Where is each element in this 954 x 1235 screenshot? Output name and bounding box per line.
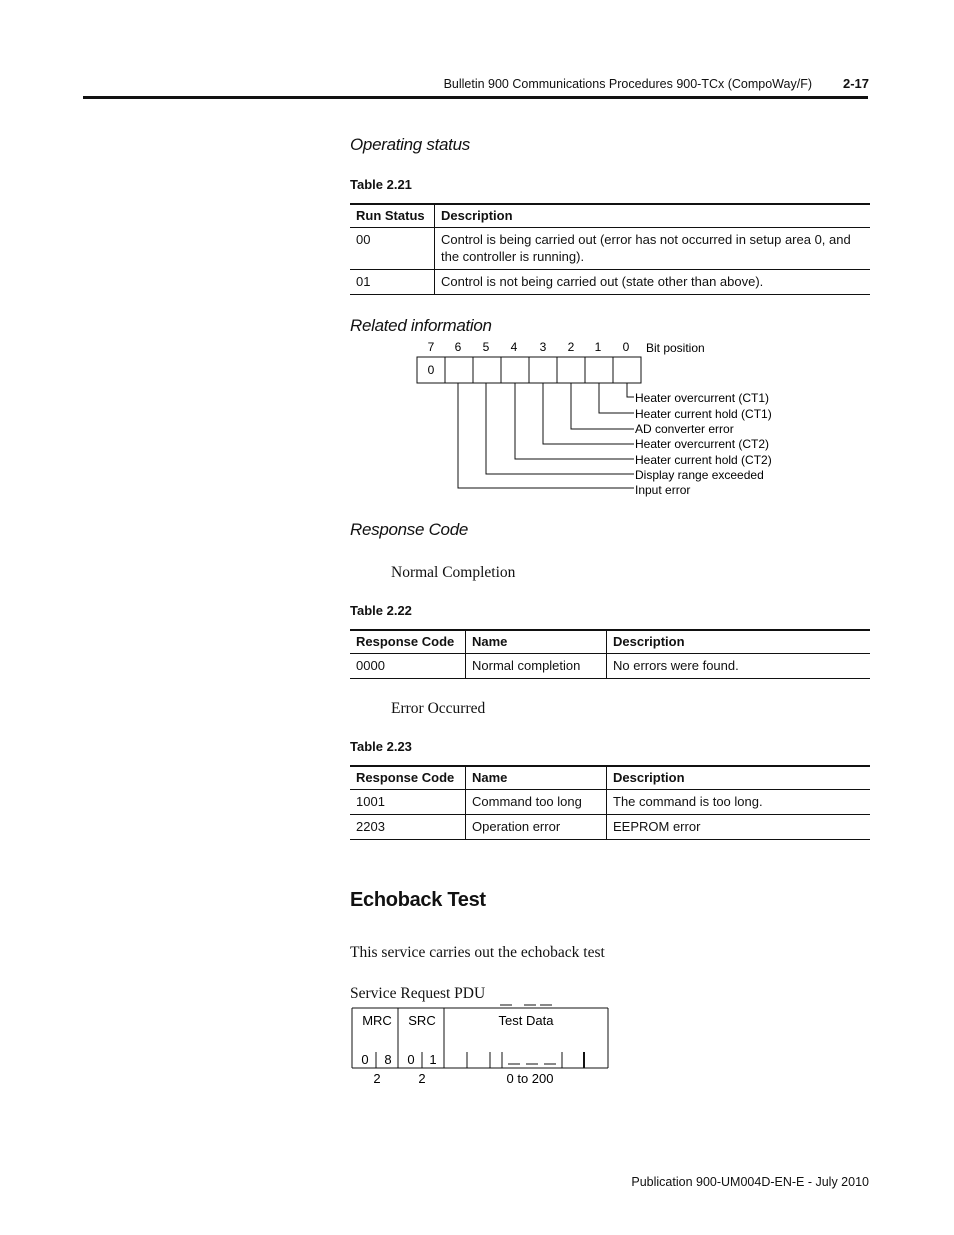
bit-position-label: Bit position — [646, 341, 705, 355]
operating-status-heading: Operating status — [350, 135, 470, 154]
table-cell: The command is too long. — [607, 790, 871, 815]
table-2-21-caption: Table 2.21 — [350, 177, 412, 192]
table-row — [350, 228, 870, 270]
bit-number: 0 — [622, 340, 630, 354]
response-code-heading: Response Code — [350, 520, 469, 539]
error-occurred-label: Error Occurred — [391, 700, 486, 717]
table-cell: Operation error — [466, 815, 607, 840]
table-cell: 00 — [350, 228, 435, 270]
src-digit: 0 — [407, 1052, 415, 1067]
header-rule — [83, 96, 868, 99]
leader-lines — [458, 383, 634, 488]
table-row — [350, 270, 870, 295]
mrc-size: 2 — [373, 1071, 381, 1086]
run-status-table — [350, 203, 870, 295]
bit-label: Heater current hold (CT1) — [635, 407, 772, 421]
bit-label: Heater overcurrent (CT1) — [635, 391, 770, 405]
table-cell: 0000 — [350, 654, 466, 679]
bit-boxes — [417, 357, 641, 383]
table-cell: EEPROM error — [607, 815, 871, 840]
bit-number: 3 — [539, 340, 547, 354]
mrc-digit: 0 — [361, 1052, 369, 1067]
column-header: Description — [607, 630, 871, 654]
bit-number: 4 — [510, 340, 518, 354]
service-request-pdu-diagram — [340, 1000, 620, 1092]
test-data-size: 0 to 200 — [506, 1071, 554, 1086]
src-digit: 1 — [429, 1052, 437, 1067]
mrc-label: MRC — [362, 1013, 392, 1028]
column-header: Response Code — [350, 630, 466, 654]
column-header: Description — [435, 204, 871, 228]
bit-label: Heater overcurrent (CT2) — [635, 437, 770, 451]
table-cell: 1001 — [350, 790, 466, 815]
table-row — [350, 654, 870, 679]
bit-label: AD converter error — [635, 422, 734, 436]
column-header: Response Code — [350, 766, 466, 790]
related-information-heading: Related information — [350, 316, 492, 335]
bit-diagram — [400, 336, 800, 501]
column-header: Run Status — [350, 204, 435, 228]
bit-label: Display range exceeded — [635, 468, 764, 482]
normal-completion-table — [350, 629, 870, 679]
bit-label: Heater current hold (CT2) — [635, 453, 772, 467]
test-data-label: Test Data — [498, 1013, 554, 1028]
table-row — [350, 790, 870, 815]
src-label: SRC — [408, 1013, 436, 1028]
bit-number: 6 — [454, 340, 462, 354]
running-header: Bulletin 900 Communications Procedures 900-TCx (CompoWay/F) — [443, 77, 812, 91]
bit-label: Input error — [635, 483, 691, 497]
src-size: 2 — [418, 1071, 426, 1086]
table-cell: Control is not being carried out (state other than above). — [435, 270, 871, 295]
column-header: Name — [466, 630, 607, 654]
table-row — [350, 815, 870, 840]
table-2-22-caption: Table 2.22 — [350, 603, 412, 618]
bit-number: 5 — [482, 340, 490, 354]
bit-number: 2 — [567, 340, 575, 354]
table-cell: 2203 — [350, 815, 466, 840]
table-2-23-caption: Table 2.23 — [350, 739, 412, 754]
bit-number: 1 — [594, 340, 602, 354]
error-table — [350, 765, 870, 840]
bit-number: 7 — [427, 340, 435, 354]
table-cell: Command too long — [466, 790, 607, 815]
publication-footer: Publication 900-UM004D-EN-E - July 2010 — [631, 1175, 869, 1189]
echoback-test-heading: Echoback Test — [350, 889, 486, 911]
table-cell: Normal completion — [466, 654, 607, 679]
table-cell: 01 — [350, 270, 435, 295]
column-header: Name — [466, 766, 607, 790]
bit7-value: 0 — [427, 363, 435, 377]
echoback-intro: This service carries out the echoback test — [350, 944, 605, 961]
table-cell: No errors were found. — [607, 654, 871, 679]
table-cell: Control is being carried out (error has not occurred in setup area 0, and the controller is running). — [435, 228, 871, 270]
service-request-pdu-label: Service Request PDU — [350, 985, 486, 1002]
mrc-digit: 8 — [384, 1052, 392, 1067]
page-number: 2-17 — [843, 76, 870, 91]
normal-completion-label: Normal Completion — [391, 564, 516, 581]
column-header: Description — [607, 766, 871, 790]
